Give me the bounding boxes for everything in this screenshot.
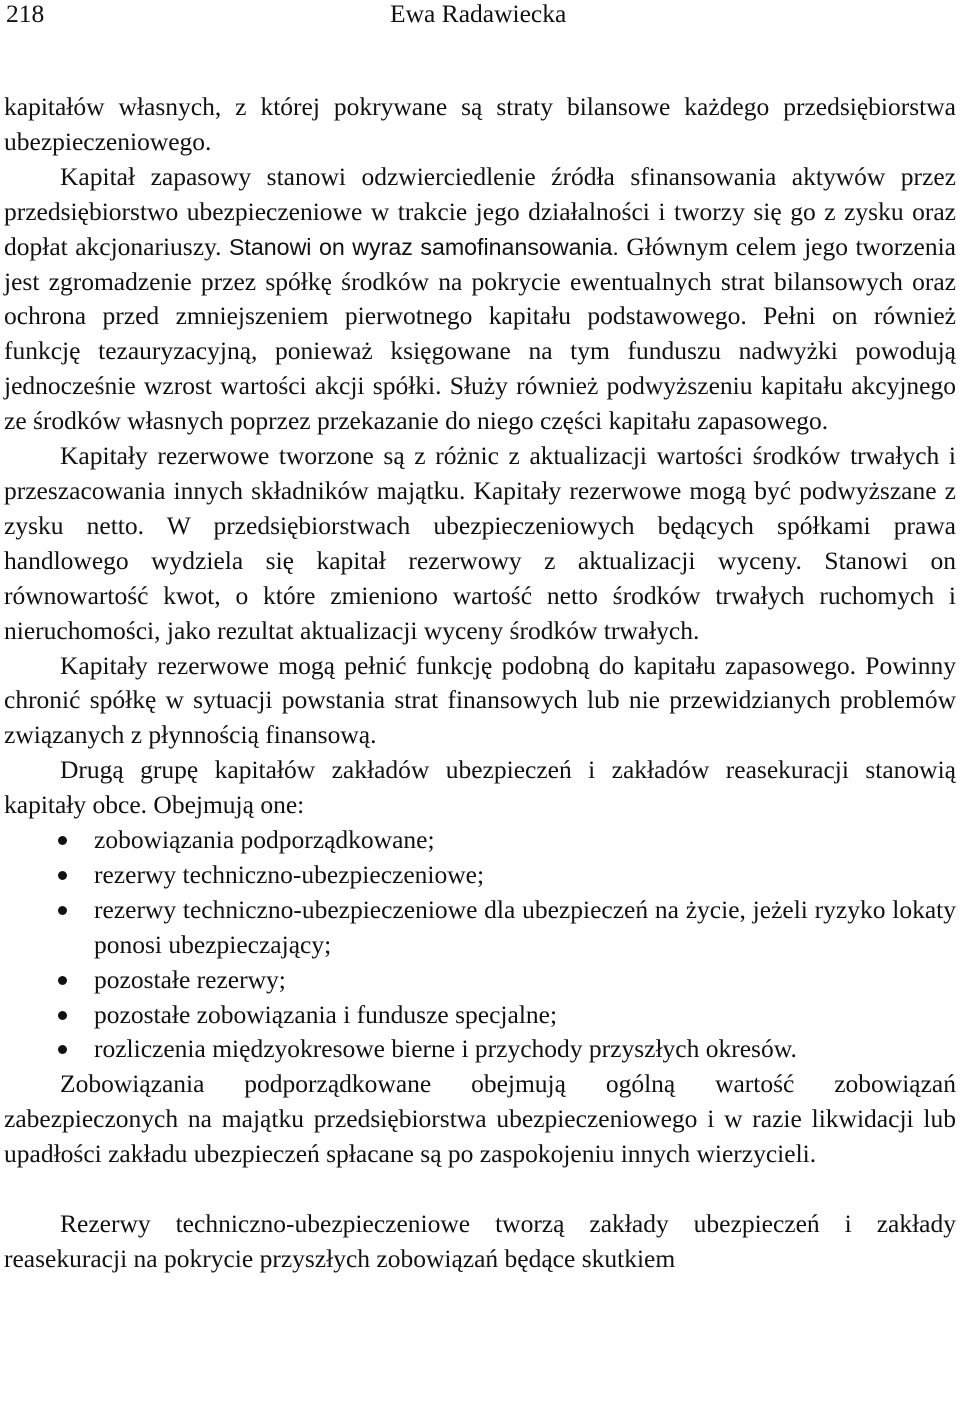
paragraph-7: Rezerwy techniczno-ubezpieczeniowe tworzą zakłady ubezpieczeń i zakłady reasekuracji na pokrycie przyszłych zobowiązań będące skutkiem [4, 1209, 956, 1273]
list-item [4, 858, 956, 893]
bullet-icon [58, 836, 67, 845]
page-number: 218 [6, 0, 45, 28]
list-item-text: zobowiązania podporządkowane; [94, 825, 435, 855]
running-head-author: Ewa Radawiecka [390, 0, 567, 28]
paragraph-2-text: Kapitał zapasowy stanowi odzwierciedlenie źródła sfinansowania aktywów przez przedsiębiorstwo ubezpieczeniowe w trakcie jego działalności i tworzy się go z zysku oraz dopłat akcjonariuszy. [4, 161, 956, 261]
document-body [4, 90, 956, 1277]
bullet-icon [58, 871, 67, 880]
paragraph-2-rest: Głównym celem jego tworzenia jest zgromadzenie przez spółkę środków na pokrycie ewentualnych strat bilansowych oraz ochrona przed zmniejszeniem pierwotnego kapitału podstawowego. Pełni on również funkcję tezauryzacyjną, ponieważ księgowane na tym funduszu nadwyżki powodują jednocześnie wzrost wartości akcji spółki. Służy również podwyższeniu kapitału akcyjnego ze środków własnych poprzez przekazanie do niego części kapitału zapasowego. [4, 231, 956, 436]
list-item-text: rezerwy techniczno-ubezpieczeniowe; [94, 859, 485, 889]
paragraph-4: Kapitały rezerwowe mogą pełnić funkcję podobną do kapitału zapasowego. Powinny chronić spółkę w sytuacji powstania strat finansowych lub nie przewidzianych problemów związanych z płynnością finansową. [4, 650, 956, 750]
paragraph-1: kapitałów własnych, z której pokrywane są straty bilansowe każdego przedsiębiorstwa ubezpieczeniowego. [4, 92, 956, 156]
bullet-icon [58, 1011, 67, 1020]
list-item [4, 823, 956, 858]
bullet-icon [58, 906, 67, 915]
bullet-icon [58, 1045, 67, 1054]
list-item [4, 893, 956, 963]
list-item [4, 998, 956, 1033]
paragraph-3: Kapitały rezerwowe tworzone są z różnic z aktualizacji wartości środków trwałych i przeszacowania innych składników majątku. Kapitały rezerwowe mogą być podwyższane z zysku netto. W przedsiębiorstwach ubezpieczeniowych będących spółkami prawa handlowego wydziela się kapitał rezerwowy z aktualizacji wyceny. Stanowi on równowartość kwot, o które zmieniono wartość netto środków trwałych ruchomych i nieruchomości, jako rezultat aktualizacji wyceny środków trwałych. [4, 441, 956, 645]
list-item-text: pozostałe zobowiązania i fundusze specjalne; [94, 999, 558, 1029]
bullet-icon [58, 976, 67, 985]
list-item-text: rezerwy techniczno-ubezpieczeniowe dla ubezpieczeń na życie, jeżeli ryzyko lokaty ponosi ubezpieczający; [94, 894, 956, 959]
paragraph-spacer [4, 1172, 956, 1207]
list-item-text: pozostałe rezerwy; [94, 964, 286, 994]
list-item-text: rozliczenia międzyokresowe bierne i przychody przyszłych okresów. [94, 1034, 797, 1064]
page-header [0, 0, 960, 30]
paragraph-6: Zobowiązania podporządkowane obejmują ogólną wartość zobowiązań zabezpieczonych na majątku przedsiębiorstwa ubezpieczeniowego i w razie likwidacji lub upadłości zakładu ubezpieczeń spłacane są po zaspokojeniu innych wierzycieli. [4, 1069, 956, 1169]
list-item [4, 963, 956, 998]
bullet-list [4, 823, 956, 1067]
paragraph-5: Drugą grupę kapitałów zakładów ubezpieczeń i zakładów reasekuracji stanowią kapitały obce. Obejmują one: [4, 755, 956, 820]
paragraph-2-sans-sentence: Stanowi on wyraz samofinansowania. [228, 233, 619, 260]
list-item [4, 1032, 956, 1067]
paragraph-2 [4, 160, 956, 439]
